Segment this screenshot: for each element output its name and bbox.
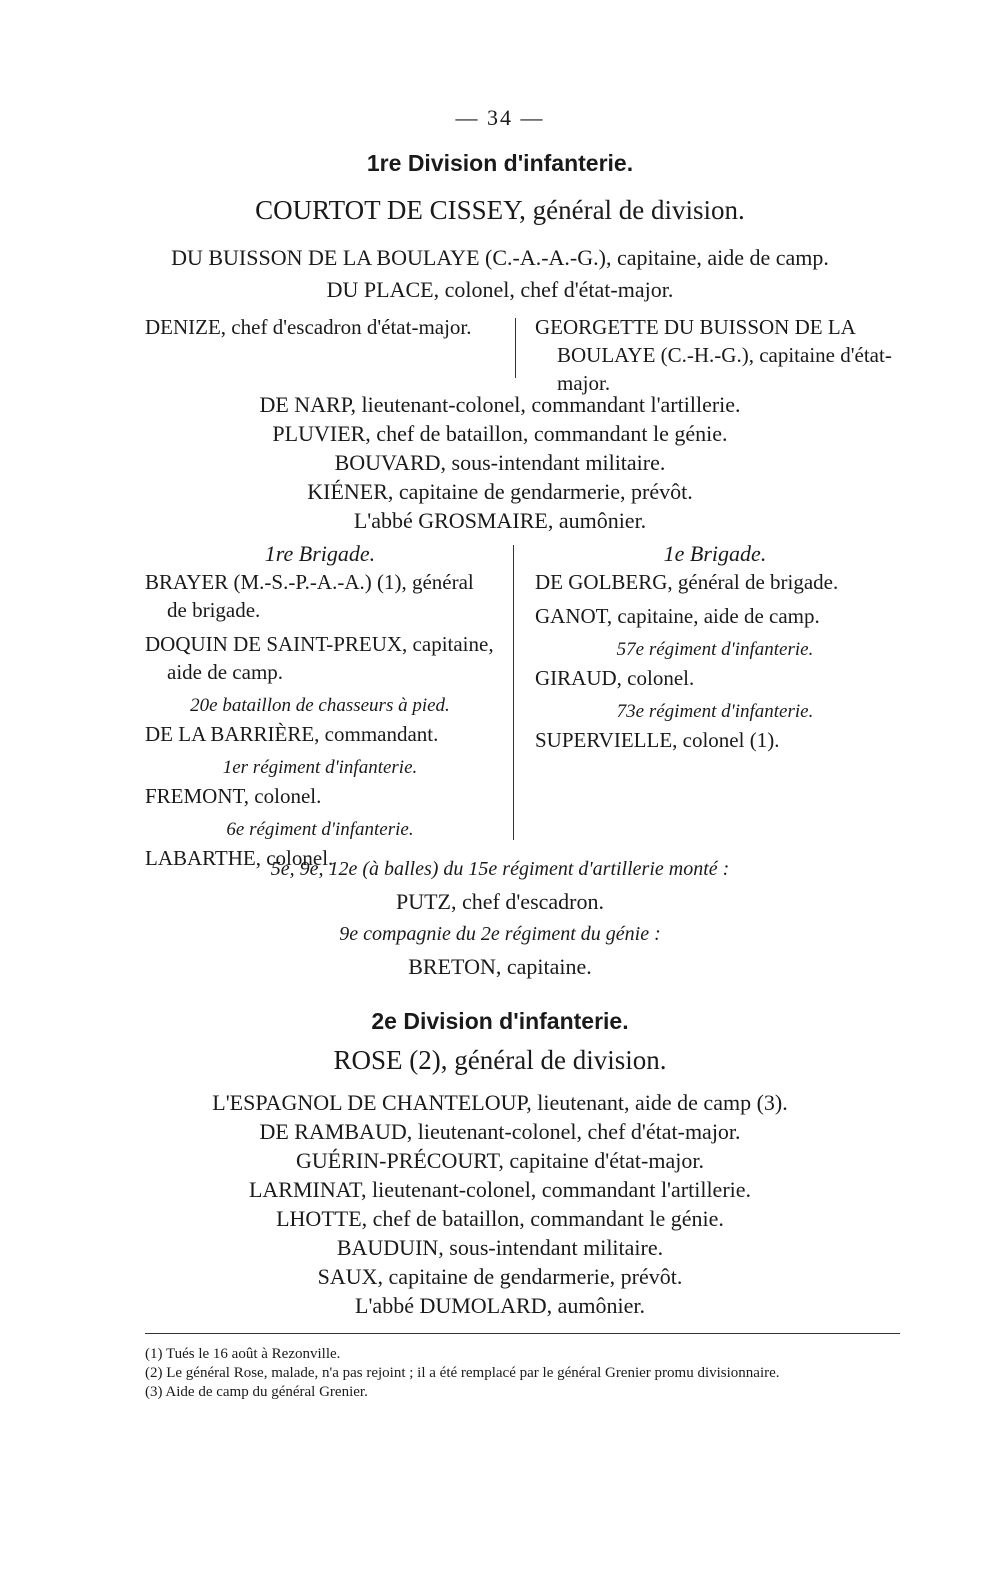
genie-company: 9e compagnie du 2e régiment du génie : [339, 923, 661, 945]
footnotes [145, 1345, 900, 1402]
division-2-line: L'ESPAGNOL DE CHANTELOUP, lieutenant, aide de camp (3). [212, 1090, 788, 1115]
brigade-1-title: 1re Brigade. [264, 541, 376, 566]
division-1-prevot: KIÉNER, capitaine de gendarmerie, prévôt. [307, 479, 693, 504]
division-2-general: ROSE (2), général de division. [333, 1045, 667, 1075]
division-1-chief-of-staff: DU PLACE, colonel, chef d'état-major. [326, 277, 674, 302]
brigade-2-title: 1e Brigade. [663, 541, 767, 566]
division-2-line: LHOTTE, chef de bataillon, commandant le génie. [276, 1206, 724, 1231]
footnote: (1) Tués le 16 août à Rezonville. [145, 1346, 341, 1362]
staff-officer-right: GEORGETTE DU BUISSON DE LA BOULAYE (C.-H.-G.), capitaine d'état-major. [535, 315, 892, 395]
brigade-1-unit-1: 20e bataillon de chasseurs à pied. [190, 695, 450, 716]
brigade-2-unit-1-commander: GIRAUD, colonel. [535, 666, 695, 690]
division-2-line: DE RAMBAUD, lieutenant-colonel, chef d'état-major. [259, 1119, 741, 1144]
brigade-1-general: BRAYER (M.-S.-P.-A.-A.) (1), général de brigade. [145, 570, 474, 622]
brigade-1-unit-3-commander: LABARTHE, colonel. [145, 846, 334, 870]
footnote-separator [145, 1333, 900, 1334]
staff-right-column [535, 313, 895, 403]
page-number: — 34 — [455, 105, 545, 130]
division-1-artillery: DE NARP, lieutenant-colonel, commandant l'artillerie. [259, 392, 741, 417]
artillery-batteries: 5e, 9e, 12e (à balles) du 15e régiment d'artillerie monté : [270, 858, 730, 880]
brigade-1-unit-3: 6e régiment d'infanterie. [226, 819, 414, 840]
division-2-line: LARMINAT, lieutenant-colonel, commandant l'artillerie. [248, 1177, 752, 1202]
division-1-aide: DU BUISSON DE LA BOULAYE (C.-A.-A.-G.), capitaine, aide de camp. [171, 245, 829, 270]
staff-left-column [145, 313, 500, 347]
division-1-heading: 1re Division d'infanterie. [366, 150, 634, 176]
brigade-1-unit-2-commander: FREMONT, colonel. [145, 784, 322, 808]
division-1-aumonier: L'abbé GROSMAIRE, aumônier. [353, 508, 647, 533]
brigade-2-unit-2-commander: SUPERVIELLE, colonel (1). [535, 728, 780, 752]
footnote: (3) Aide de camp du général Grenier. [145, 1384, 368, 1400]
division-1-genie: PLUVIER, chef de bataillon, commandant le génie. [272, 421, 728, 446]
brigade-2-general: DE GOLBERG, général de brigade. [535, 570, 839, 594]
brigade-2-unit-1: 57e régiment d'infanterie. [616, 639, 814, 660]
genie-company-commander: BRETON, capitaine. [408, 954, 592, 979]
brigade-1-unit-2: 1er régiment d'infanterie. [222, 757, 418, 778]
brigade-1-unit-1-commander: DE LA BARRIÈRE, commandant. [145, 722, 439, 746]
brigade-column-divider [513, 545, 514, 840]
division-2-line: GUÉRIN-PRÉCOURT, capitaine d'état-major. [296, 1148, 704, 1173]
artillery-batteries-commander: PUTZ, chef d'escadron. [395, 889, 604, 914]
division-2-line: SAUX, capitaine de gendarmerie, prévôt. [317, 1264, 683, 1289]
staff-column-divider [515, 318, 516, 378]
division-1-general: COURTOT DE CISSEY, général de division. [255, 195, 745, 225]
brigade-2-aide: GANOT, capitaine, aide de camp. [535, 604, 820, 628]
brigade-2-column [535, 540, 895, 760]
division-2-line: L'abbé DUMOLARD, aumônier. [355, 1293, 645, 1318]
division-1-intendant: BOUVARD, sous-intendant militaire. [334, 450, 666, 475]
staff-officer-left: DENIZE, chef d'escadron d'état-major. [145, 315, 472, 339]
brigade-1-column [145, 540, 495, 878]
brigade-2-unit-2: 73e régiment d'infanterie. [616, 701, 814, 722]
division-2-heading: 2e Division d'infanterie. [371, 1008, 629, 1034]
footnote: (2) Le général Rose, malade, n'a pas rejoint ; il a été remplacé par le général Grenier promu divisionnaire. [145, 1365, 780, 1381]
division-2-line: BAUDUIN, sous-intendant militaire. [336, 1235, 664, 1260]
brigade-1-aide: DOQUIN DE SAINT-PREUX, capitaine, aide de camp. [145, 632, 494, 684]
